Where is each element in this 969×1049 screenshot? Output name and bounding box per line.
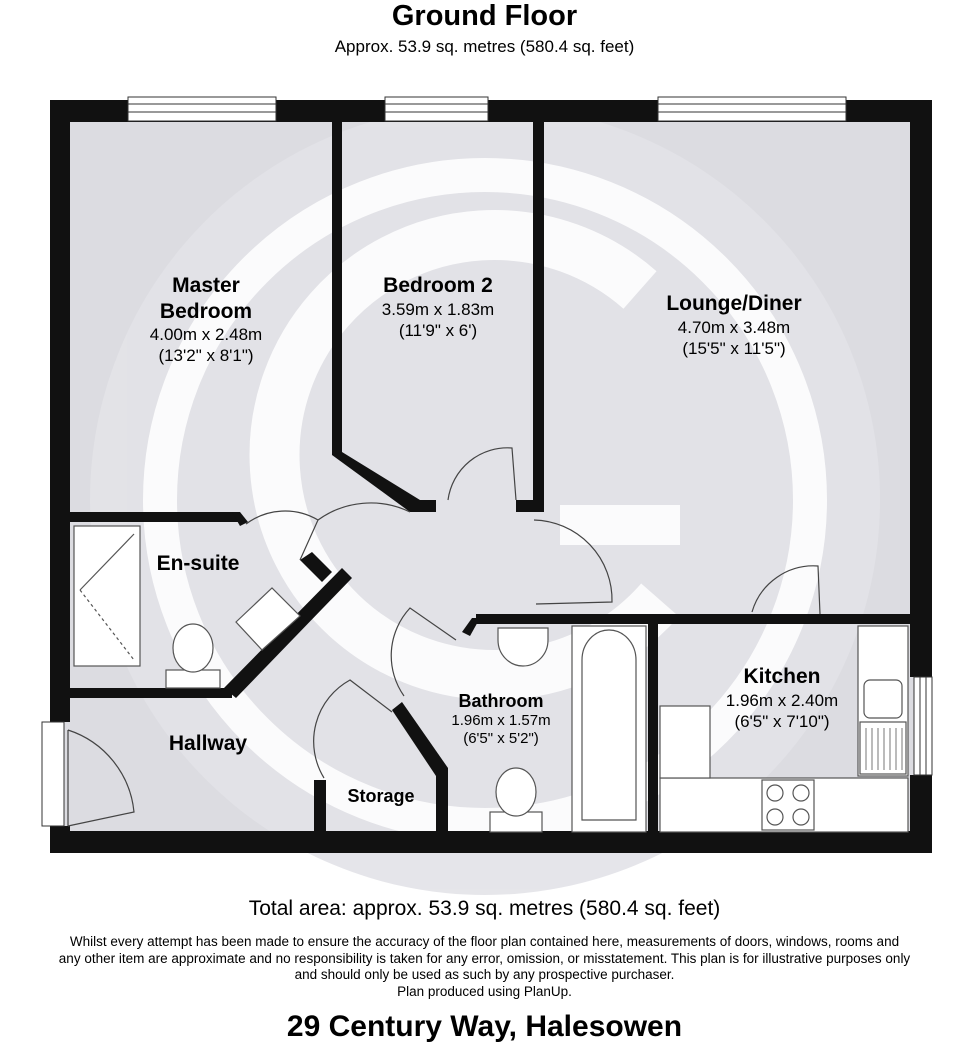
label-master-name-2: Bedroom — [159, 300, 253, 323]
wall-bath-top — [476, 614, 862, 624]
window-kitchen — [914, 677, 932, 775]
label-master-dims: 4.00m x 2.48m — [149, 325, 263, 344]
label-bathroom-imperial: (6'5" x 5'2") — [463, 730, 539, 747]
label-ensuite-name: En-suite — [156, 552, 240, 575]
outer-wall-right-lower — [910, 775, 932, 853]
wall-ensuite-top — [60, 512, 238, 522]
label-bed2-imperial: (11'9" x 6') — [398, 321, 478, 340]
label-kitchen-dims: 1.96m x 2.40m — [725, 691, 839, 710]
ensuite-toilet-cistern — [166, 670, 220, 688]
disclaimer-line-4: Plan produced using PlanUp. — [397, 983, 572, 999]
wall-bath-kitchen — [648, 614, 658, 839]
outer-wall-left-upper — [50, 100, 70, 722]
outer-wall-bottom — [50, 831, 932, 853]
label-storage-name: Storage — [347, 786, 415, 806]
front-door-frame — [42, 722, 64, 826]
wall-kitchen-right — [820, 614, 910, 624]
label-hallway-name: Hallway — [168, 732, 248, 755]
plan-title: Ground Floor — [391, 0, 578, 32]
label-kitchen-name: Kitchen — [743, 665, 821, 688]
bath-toilet-bowl — [496, 768, 536, 816]
wall-storage-left — [314, 780, 326, 835]
wall-master-bed2 — [332, 120, 342, 455]
window-master — [128, 97, 276, 121]
wall-bed2-lounge — [533, 120, 544, 512]
label-lounge-name: Lounge/Diner — [666, 292, 802, 315]
kitchen-drainer — [860, 722, 906, 774]
label-bathroom-name: Bathroom — [458, 691, 544, 711]
ensuite-toilet-bowl — [173, 624, 213, 672]
label-bed2-dims: 3.59m x 1.83m — [381, 300, 495, 319]
plan-subtitle: Approx. 53.9 sq. metres (580.4 sq. feet) — [334, 37, 635, 56]
total-area: Total area: approx. 53.9 sq. metres (580.4 sq. feet) — [248, 897, 721, 920]
kitchen-appliance — [660, 706, 710, 778]
label-kitchen-imperial: (6'5" x 7'10") — [734, 712, 830, 731]
wall-ensuite-bottom — [60, 688, 232, 698]
label-bathroom-dims: 1.96m x 1.57m — [451, 712, 551, 729]
outer-wall-right-upper — [910, 100, 932, 677]
kitchen-sink — [864, 680, 902, 718]
disclaimer-line-1: Whilst every attempt has been made to ensure the accuracy of the floor plan contained here, measurements of doors, windows, rooms and — [69, 934, 900, 949]
watermark-logo — [90, 105, 880, 895]
label-lounge-dims: 4.70m x 3.48m — [677, 318, 791, 337]
property-address: 29 Century Way, Halesowen — [286, 1010, 683, 1043]
label-master-imperial: (13'2" x 8'1") — [158, 346, 254, 365]
label-lounge-imperial: (15'5" x 11'5") — [682, 339, 786, 358]
disclaimer-line-3: and should only be used as such by any prospective purchaser. — [294, 967, 675, 982]
window-bed2 — [385, 97, 488, 121]
label-master-name-1: Master — [172, 274, 240, 297]
disclaimer — [0, 934, 969, 1000]
label-bed2-name: Bedroom 2 — [383, 274, 493, 297]
disclaimer-line-2: any other item are approximate and no responsibility is taken for any error, omission, or misstatement. This plan is for illustrative purposes only — [58, 950, 911, 966]
window-lounge — [658, 97, 846, 121]
